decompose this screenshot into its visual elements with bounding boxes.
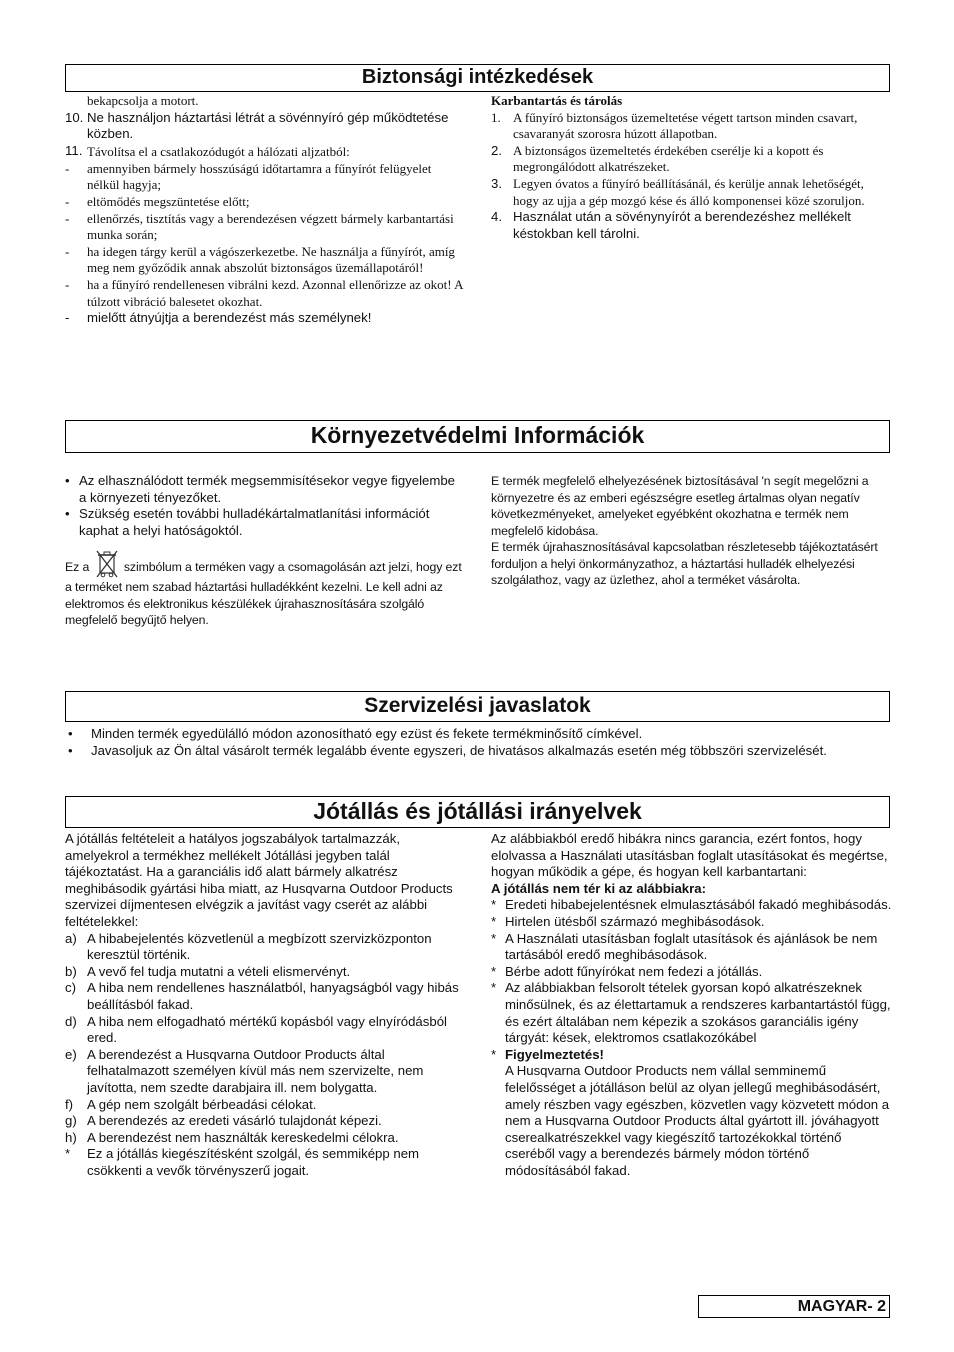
safety-left-column [65,93,465,327]
item-number: 11. [65,142,83,158]
list-item: • Javasoljuk az Ön által vásárolt termék legalább évente egyszeri, de hivatásos alkalmazás esetén még többszöri szervizelését. [68,742,827,758]
list-item: * Hirtelen ütésből származó meghibásodások. [491,913,765,929]
exclusions-title: A jótállás nem tér ki az alábbiakra: [491,880,706,896]
crossed-out-wheelie-bin-icon [95,549,119,579]
safety-item-11 [65,143,465,161]
list-item: * Bérbe adott fűnyírókat nem fedezi a jótállás. [491,963,763,979]
env-right-column [491,473,893,589]
list-item: c) A hiba nem rendellenes használatból, hanyagságból vagy hibás beállításból fakad. [65,980,459,1012]
list-item: 3. Legyen óvatos a fűnyíró beállításánál, és kerülje annak lehetőségét, hogy az ujja a gép mozgó kése és álló komponensei közé szoruljon. [491,175,865,208]
list-item: f) A gép nem szolgált bérbeadási célokat. [65,1096,317,1112]
warranty-intro: A jótállás feltételeit a hatályos jogszabályok tartalmazzák, amelyekrol a termékhez mellékelt Jótállási jegyben talál tájékoztatást. Ha a garanciális idő alatt bármely alkatrész meghibásodik gyártási hiba miatt, az Husqvarna Outdoor Products szervizei díjmentesen elvégzik a javítást vagy cserét az alábbi feltételekkel: [65,831,453,929]
list-item: * Eredeti hibabejelentésnek elmulasztásából fakadó meghibásodás. [491,897,892,913]
list-item: * Figyelmeztetés! [491,1046,604,1062]
env-paragraph: E termék újrahasznosításával kapcsolatban részletesebb tájékoztatásért forduljon a helyi önkormányzathoz, a háztartási hulladék elhelyezési szolgálathoz, vagy az üzlethez, ahol a terméket vásárolta. [491,540,878,587]
warning-title: Figyelmeztetés! [505,1046,604,1062]
item-text: Távolítsa el a csatlakozódugót a hálózati aljzatból: [87,143,350,159]
list-item: • Szükség esetén további hulladékártalmatlanítási információt kaphat a helyi hatóságoktól. [65,506,430,538]
section-title: Biztonsági intézkedések [361,66,594,88]
list-item: h) A berendezést nem használták kereskedelmi célokra. [65,1129,399,1145]
list-item: - ellenőrzés, tisztítás vagy a berendezésen végzett bármely karbantartási munka során; [65,210,454,243]
warranty-left-column [65,831,465,1179]
safety-right-column [491,93,893,242]
list-item: 2. A biztonságos üzemeltetés érdekében cserélje ki a kopott és megrongálódott alkatrészeket. [491,142,824,175]
item-number: 10. [65,109,84,125]
list-item: b) A vevő fel tudja mutatni a vételi elismervényt. [65,963,351,979]
list-item: * A Használati utasításban foglalt utasítások és ajánlások be nem tartásából eredő meghibásodások. [491,930,878,963]
section-header-environment [65,420,890,453]
page-footer-label: MAGYAR- 2 [698,1295,890,1318]
section-header-warranty [65,796,890,828]
list-item: g) A berendezés az eredeti vásárló tulajdonát képezi. [65,1113,382,1129]
list-item: - mielőtt átnyújtja a berendezést más személynek! [65,310,372,326]
warranty-right-intro: Az alábbiakból eredő hibákra nincs garancia, ezért fontos, hogy elolvassa a Használati utasításban foglalt utasításokat és megértse, hogyan működik a gépe, és hogyan kell karbantartani: [491,831,888,880]
list-item: • Az elhasználódott termék megsemmisítésekor vegye figyelembe a környezeti tényezőket. [65,473,456,505]
safety-item-10 [65,110,465,143]
list-item: 4. Használat után a sövénynyírót a berendezéshez mellékelt késtokban kell tárolni. [491,209,851,241]
section-title: Szervizelési javaslatok [364,694,591,717]
list-item: e) A berendezést a Husqvarna Outdoor Products által felhatalmazott személyen kívül más nem szervizelte, nem javította, nem szedte darabjaira ill. nem bolygatta. [65,1046,424,1095]
list-item: a) A hibabejelentés közvetlenül a megbízott szervizközponton keresztül történik. [65,930,432,963]
list-item: 1. A fűnyíró biztonságos üzemeltetése végett tartson minden csavart, csavaranyát szorosra húzott állapotban. [491,109,858,142]
env-left-column [65,473,465,629]
section-title: Környezetvédelmi Információk [310,422,645,448]
warning-text: A Husqvarna Outdoor Products nem vállal semminemű felelősséget a jótálláson belül az olyan jellegű meghibásodásért, amely részben vagy egészben, közvetlen vagy közvetett módon a nem a Husqvarna Outdoor Products által gyártott ill. jóváhagyott cserealkatrészekkel vagy kiegészítő tartozékokkal történő cseréből vagy a berendezés bármely módon történő módosításából fakad. [505,1063,890,1178]
list-item: - amennyiben bármely hosszúságú időtartamra a fűnyírót felügyelet nélkül hagyja; [65,160,432,193]
list-item: - ha idegen tárgy kerül a vágószerkezetbe. Ne használja a fűnyírót, amíg meg nem győződik annak abszolút biztonságos üzemállapotáról! [65,243,455,276]
list-item: * Ez a jótállás kiegészítésként szolgál, és semmiképp nem csökkenti a vevők törvényszerű jogait. [65,1146,420,1178]
list-item: - ha a fűnyíró rendellenesen vibrálni kezd. Azonnal ellenőrizze az okot! A túlzott vibráció balesetet okozhat. [65,276,463,309]
section-header-safety [65,64,890,92]
list-item: • Minden termék egyedülálló módon azonosítható egy ezüst és fekete termékminősítő címkével. [68,726,643,741]
weee-paragraph: Ez a szimbólum a terméken vagy a csomagolásán azt jelzi, hogy ezt a terméket nem szabad háztartási hulladékként kezelni. Le kell adni az elektromos és elektronikus készülékek újrahasznosítására szolgáló megfelelő begyűjtő helyen. [65,549,465,629]
service-list [65,726,890,759]
maintenance-title: Karbantartás és tárolás [491,93,623,108]
section-title: Jótállás és jótállási irányelvek [313,798,642,824]
safety-continued-text: bekapcsolja a motort. [87,93,199,108]
section-header-service [65,691,890,722]
list-item: d) A hiba nem elfogadható mértékű kopásból vagy elnyíródásból ered. [65,1013,447,1046]
item-text: Ne használjon háztartási létrát a sövénnyíró gép működtetése közben. [87,109,449,142]
warranty-right-column [491,831,893,1179]
list-item: - eltömődés megszüntetése előtt; [65,193,250,209]
list-item: * Az alábbiakban felsorolt tételek gyorsan kopó alkatrészeknek minősülnek, és az élettartamuk a rendszeres karbantartástól függ, és ezért általában nem képezik a szokásos garanciális igény tárgyát: kések, elektromos csatlakozókábel [491,980,891,1046]
env-paragraph: E termék megfelelő elhelyezésének biztosításával 'n segít megelőzni a környezetre és az emberi egészségre esetleg ártalmas olyan negatív következményeket, amelyeket egyébként okozhatna e termék nem megfelelő kidobása. [491,474,869,538]
